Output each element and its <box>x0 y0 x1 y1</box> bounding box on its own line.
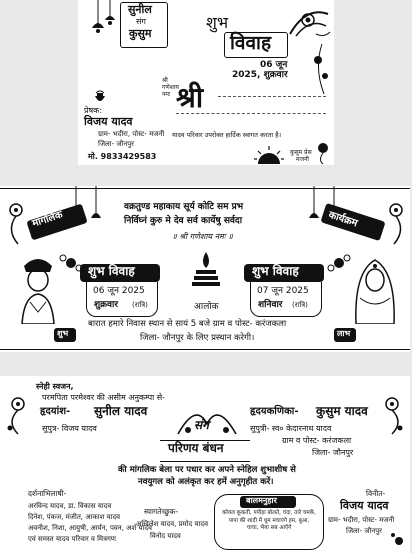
balmanuhar-title: बालमनुहार <box>246 496 277 505</box>
peacock-ornament-icon <box>286 4 332 44</box>
groom-label: हृदयांश- <box>40 406 71 417</box>
blessing-text: परमपिता परमेश्वर की असीम अनुकम्पा से- <box>42 393 166 402</box>
right-event-date: 07 जून 2025 <box>257 286 309 296</box>
flower-vine-icon <box>310 44 332 94</box>
letter-card <box>0 376 410 553</box>
envelope-card <box>78 0 334 165</box>
envelope-year-day: 2025, शुक्रवार <box>232 70 288 80</box>
bottom-flower-icon <box>390 532 408 550</box>
bride-short-name: कुसुम <box>129 27 152 40</box>
vivah-text: विवाह <box>230 32 272 54</box>
groom-name: सुनील यादव <box>94 404 148 418</box>
sender-address-2: जिला- जौनपुर <box>98 140 135 148</box>
flower-cluster-left-icon <box>58 250 84 276</box>
bride-label: हृदयकणिका- <box>250 406 299 417</box>
vineet-label: विनीत- <box>366 489 386 498</box>
shloka-line-1: वक्रतुण्ड महाकाय सूर्य कोटि सम प्रभ <box>124 202 244 212</box>
groom-parent: सुपुत्र- विजय यादव <box>42 424 97 433</box>
sender-name: विजय यादव <box>84 115 133 128</box>
left-event-date: 06 जून 2025 <box>93 286 145 296</box>
bride-address-2: जिला- जौनपुर <box>312 448 354 457</box>
swagat-line-1: अखिलेश यादव, प्रमोद यादव <box>136 520 208 528</box>
hanging-bell-icon <box>84 0 124 48</box>
greeting-text: स्नेही स्वजन, <box>36 382 74 391</box>
vineet-name: विजय यादव <box>340 499 389 512</box>
darshan-line-2: दिनेश, पंकज, मंजीत, आकाश यादव <box>28 513 121 521</box>
bride-illustration-icon <box>350 252 400 324</box>
address-line-1 <box>218 96 326 97</box>
sang-text: संग <box>136 17 146 26</box>
shloka-line-2: निर्विघ्नं कुरु मे देव सर्व कार्येषु सर्वदा <box>124 216 243 226</box>
sender-label: प्रेषक: <box>84 106 103 115</box>
sang-text: संग <box>194 418 209 432</box>
diya-lamp-icon <box>190 250 222 290</box>
darshan-line-1: अरविन्द यादव, डा. विकास यादव <box>28 502 112 510</box>
swirl-left-icon <box>4 200 32 246</box>
mangalik-text: मांगलिक <box>30 209 65 230</box>
right-event-time: (रात्रि) <box>292 301 308 309</box>
press-place: मजनी <box>296 156 309 163</box>
aalok-text: आलोक <box>194 302 219 312</box>
left-event-time: (रात्रि) <box>132 301 148 309</box>
right-event-title: शुभ विवाह <box>252 264 299 278</box>
sunrise-icon <box>254 146 284 164</box>
sender-mobile: मो. 9833429583 <box>88 152 157 161</box>
blessing-line-1: की मांगलिक बेला पर पधार कर अपने स्नेहिल शुभाशीष से <box>118 465 296 475</box>
swagat-label: स्वागतेच्छुक- <box>144 507 179 516</box>
balmanuhar-text: कोयल कूकती, पपीहा बोलते, चंदा, तारे चमकें, पापा की शादी में धूम मचाएंगे हम, बुआ, चाचा, भैया सब आएँगे <box>222 510 316 532</box>
corner-flower-icon <box>314 140 332 164</box>
vineet-address-1: ग्राम- भदीरा, पोस्ट- मजनी <box>328 516 395 524</box>
address-line-2 <box>176 113 326 114</box>
corner-swirl-right-icon <box>376 392 408 436</box>
darshan-line-4: एवं समस्त यादव परिवार व मित्रगण <box>28 535 116 543</box>
family-welcome-text: यादव परिवार उपरोक्त हार्दिक स्वागत करता है। <box>172 131 282 139</box>
parinay-text: परिणय बंधन <box>168 441 224 455</box>
right-event-day: शनिवार <box>258 300 283 310</box>
left-event-title: शुभ विवाह <box>88 264 135 278</box>
corner-swirl-left-icon <box>2 392 34 436</box>
envelope-date: 06 जून <box>260 60 288 70</box>
vineet-address-2: जिला- जौनपुर <box>346 527 383 535</box>
shri-small-text: श्री गणेशाय नमः <box>162 77 179 98</box>
kalash-icon <box>92 90 108 106</box>
groom-illustration-icon <box>14 252 62 324</box>
invitation-card <box>0 186 410 352</box>
shubh-badge-text: शुभ <box>57 329 69 338</box>
karyakram-text: कार्यक्रम <box>327 209 359 230</box>
shri-big-text: श्री <box>176 81 204 114</box>
barat-line-2: जिला- जौनपुर के लिए प्रस्थान करेगी। <box>140 333 255 343</box>
labh-badge-text: लाभ <box>337 329 351 338</box>
swirl-right-icon <box>380 200 408 246</box>
groom-short-name: सुनील <box>128 3 152 16</box>
flower-cluster-right-icon <box>326 250 352 276</box>
blessing-line-2: नवयुगल को अलंकृत कर हमें अनुगृहीत करें। <box>138 477 274 487</box>
bride-address-1: ग्राम व पोस्ट- करंजकला <box>282 436 352 445</box>
left-event-day: शुक्रवार <box>94 300 119 310</box>
barat-line-1: बारात हमारे निवास स्थान से सायं 5 बजे ग्राम व पोस्ट- करंजकला <box>88 319 287 329</box>
sender-address-1: ग्राम- भदीरा, पोस्ट- मजनी <box>98 130 165 138</box>
darshan-label: दर्शनाभिलाषी- <box>28 489 67 498</box>
bride-name: कुसुम यादव <box>316 404 368 418</box>
press-name: कुसुम प्रेस <box>290 149 312 156</box>
darshan-line-3: अवनीश, निशा, आयुषी, आर्यन, पवन, अर्श यादव <box>28 524 152 532</box>
bride-parent: सुपुत्री- स्व० केदारनाथ यादव <box>250 424 332 433</box>
shubh-text: शुभ <box>206 13 229 32</box>
sri-ganesh-text: ॥ श्री गणेशाय नमः ॥ <box>172 232 233 241</box>
swagat-line-2: विनोद यादव <box>150 532 181 540</box>
